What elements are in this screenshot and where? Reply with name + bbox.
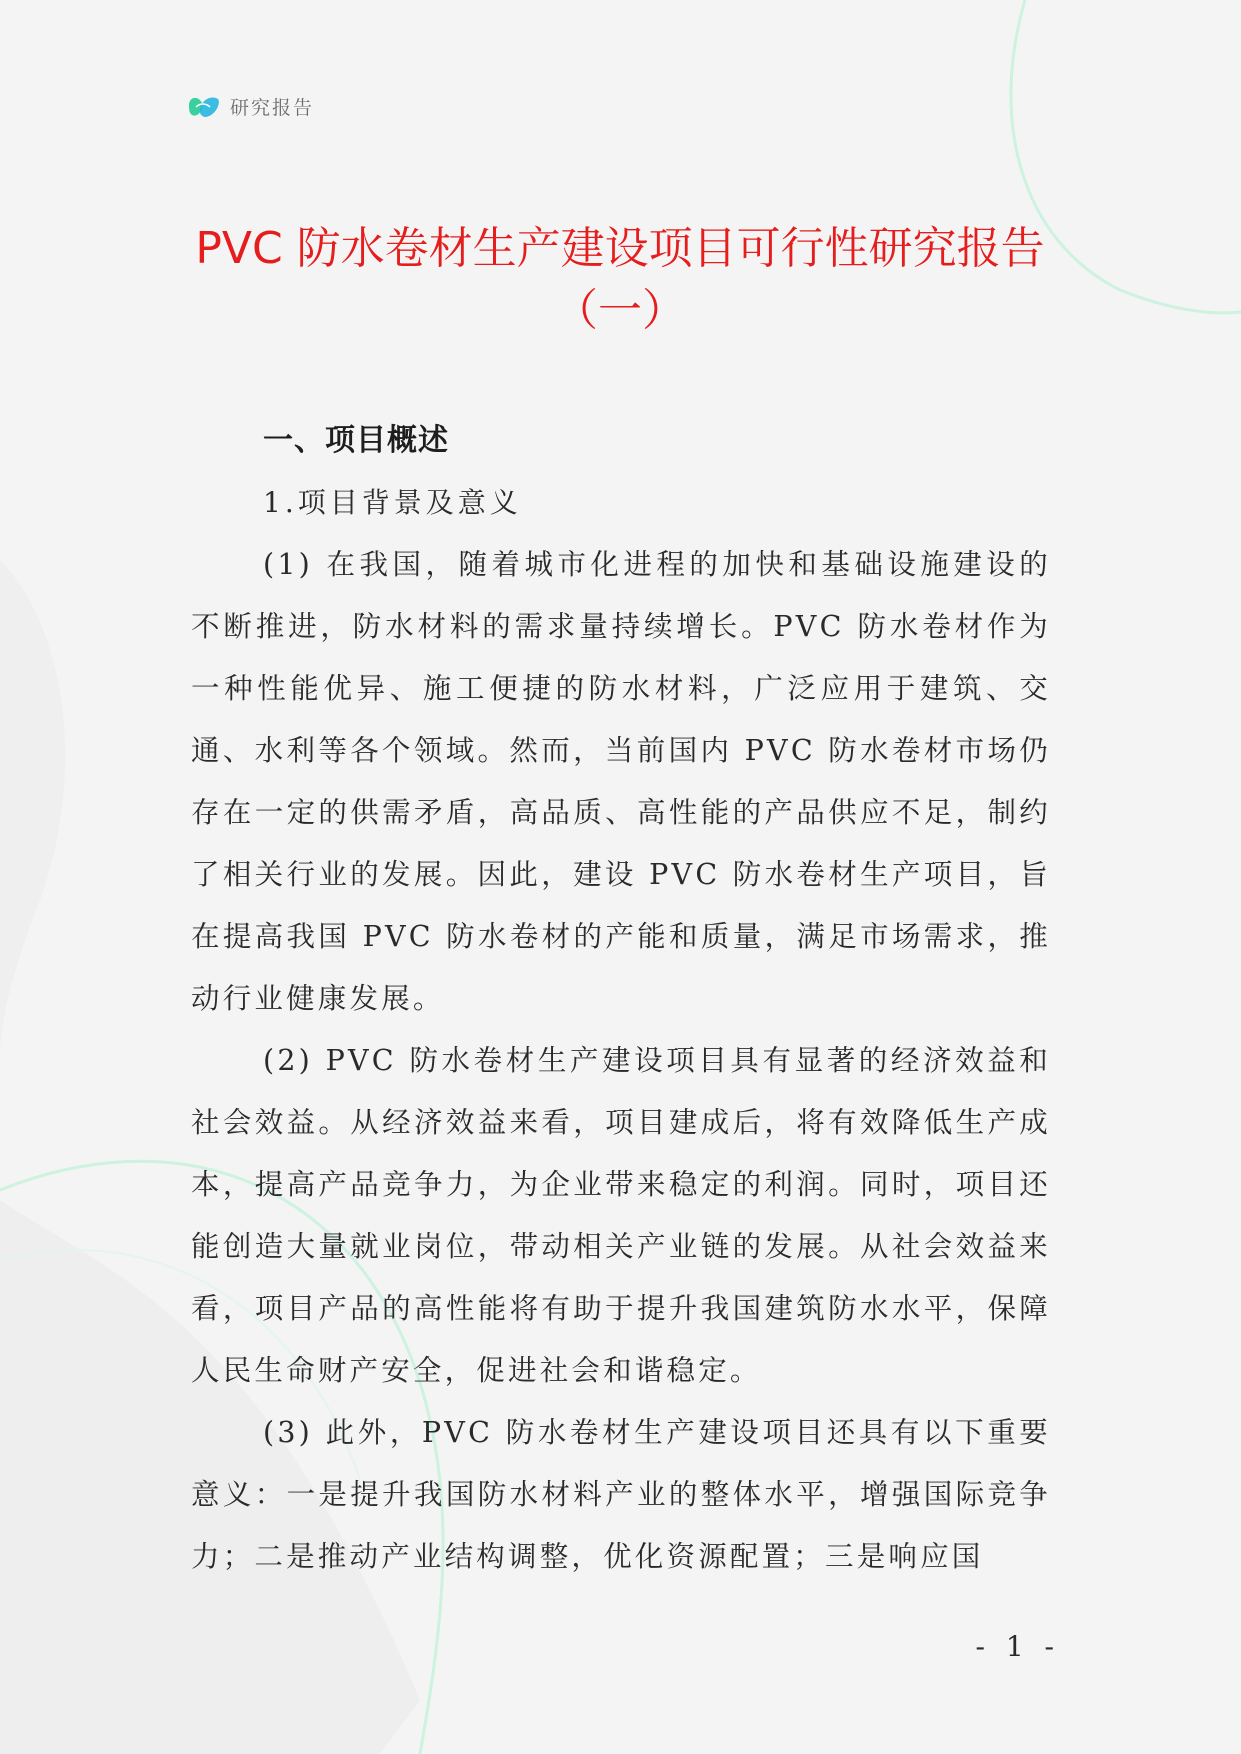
document-title: PVC 防水卷材生产建设项目可行性研究报告（一）	[195, 223, 1045, 336]
leaf-logo-icon	[186, 91, 222, 121]
document-body	[191, 410, 1051, 1588]
section-heading: 一、项目概述	[263, 423, 449, 458]
brand-label: 研究报告	[230, 96, 315, 119]
document-header	[186, 88, 314, 124]
paragraph-3: (3) 此外，PVC 防水卷材生产建设项目还具有以下重要意义：一是提升我国防水材料产业的整体水平，增强国际竞争力；二是推动产业结构调整，优化资源配置；三是响应国	[191, 1416, 1051, 1573]
paragraph-2: (2) PVC 防水卷材生产建设项目具有显著的经济效益和社会效益。从经济效益来看，项目建成后，将有效降低生产成本，提高产品竞争力，为企业带来稳定的利润。同时，项目还能创造大量就业岗位，带动相关产业链的发展。从社会效益来看，项目产品的高性能将有助于提升我国建筑防水水平，保障人民生命财产安全，促进社会和谐稳定。	[191, 1044, 1051, 1387]
subsection-heading: 1.项目背景及意义	[263, 486, 522, 519]
decor-wave-left	[0, 560, 65, 1050]
paragraph-1: (1) 在我国，随着城市化进程的加快和基础设施建设的不断推进，防水材料的需求量持续增长。PVC 防水卷材作为一种性能优异、施工便捷的防水材料，广泛应用于建筑、交通、水利等各个领域。然而，当前国内 PVC 防水卷材市场仍存在一定的供需矛盾，高品质、高性能的产品供应不足，制约了相关行业的发展。因此，建设 PVC 防水卷材生产项目，旨在提高我国 PVC 防水卷材的产能和质量，满足市场需求，推动行业健康发展。	[191, 548, 1051, 1015]
page-number: - 1 -	[975, 1630, 1060, 1663]
